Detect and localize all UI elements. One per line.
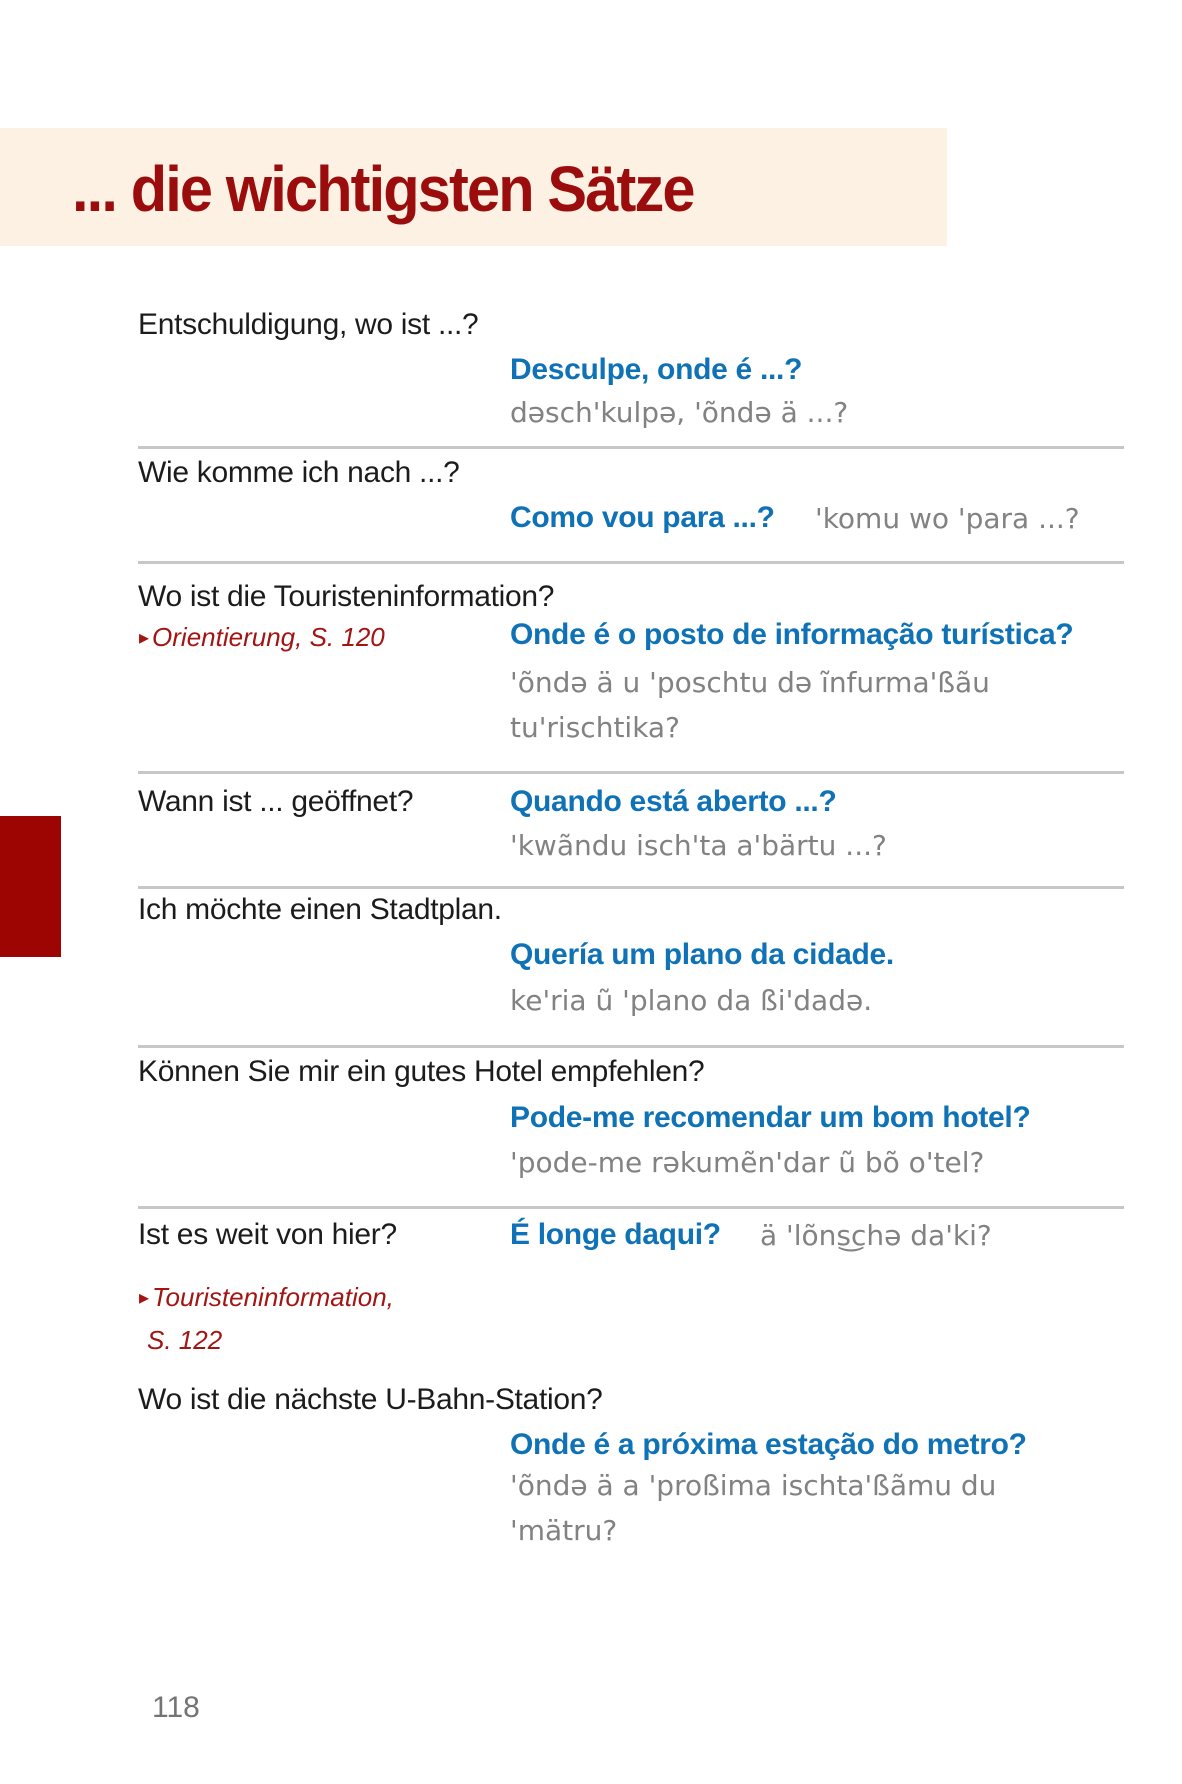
german-phrase: Wo ist die nächste U-Bahn-Station? — [138, 1383, 603, 1416]
portuguese-phrase: Onde é o posto de informação turística? — [510, 618, 1074, 651]
phonetic-line: 'õndə ä u 'poschtu də ĩnfurma'ßãu — [510, 666, 990, 699]
phonetic-line: ke'ria ũ 'plano da ßi'dadə. — [510, 984, 873, 1017]
phonetic-line: tu'rischtika? — [510, 711, 680, 744]
entry-divider — [138, 1206, 1124, 1209]
german-phrase: Wann ist ... geöffnet? — [138, 785, 414, 818]
entry-divider — [138, 771, 1124, 774]
german-phrase: Wo ist die Touristeninformation? — [138, 580, 555, 613]
crossref-arrow-icon: ▸ — [139, 625, 150, 649]
phonetic-line: ä 'lõns͜chə da'ki? — [760, 1219, 992, 1252]
phonetic-line: dəsch'kulpə, 'õndə ä ...? — [510, 396, 849, 429]
entry-divider — [138, 886, 1124, 889]
crossref-orientierung — [139, 622, 385, 653]
page-number: 118 — [152, 1691, 200, 1724]
phonetic-line: 'õndə ä a 'proßima ischta'ßãmu du — [510, 1469, 997, 1502]
german-phrase: Ist es weit von hier? — [138, 1218, 397, 1251]
phonetic-line: 'pode-me rəkumẽn'dar ũ bõ o'tel? — [510, 1146, 985, 1179]
phonetic-line: 'mätru? — [510, 1514, 618, 1547]
entry-divider — [138, 1045, 1124, 1048]
crossref-page-line: S. 122 — [147, 1325, 223, 1355]
chapter-tab-marker — [0, 816, 61, 957]
crossref-touristeninformation — [139, 1282, 394, 1313]
portuguese-phrase: Pode-me recomendar um bom hotel? — [510, 1101, 1031, 1134]
portuguese-phrase: Desculpe, onde é ...? — [510, 353, 803, 386]
phonetic-line: 'kwãndu isch'ta a'bärtu ...? — [510, 829, 887, 862]
portuguese-phrase: Quando está aberto ...? — [510, 785, 837, 818]
crossref-text: Orientierung, S. 120 — [152, 622, 385, 652]
portuguese-phrase: Quería um plano da cidade. — [510, 938, 894, 971]
german-phrase: Entschuldigung, wo ist ...? — [138, 308, 479, 341]
entry-divider — [138, 561, 1124, 564]
entry-divider — [138, 446, 1124, 449]
german-phrase: Ich möchte einen Stadtplan. — [138, 893, 502, 926]
portuguese-phrase: É longe daqui? — [510, 1218, 721, 1251]
page-title: ... die wichtigsten Sätze — [72, 153, 694, 225]
crossref-arrow-icon: ▸ — [139, 1285, 150, 1309]
portuguese-phrase: Como vou para ...? — [510, 501, 775, 534]
crossref-text: Touristeninformation, — [152, 1282, 394, 1312]
phonetic-line: 'komu wo 'para ...? — [815, 502, 1080, 535]
german-phrase: Wie komme ich nach ...? — [138, 456, 460, 489]
german-phrase: Können Sie mir ein gutes Hotel empfehlen? — [138, 1055, 705, 1088]
portuguese-phrase: Onde é a próxima estação do metro? — [510, 1428, 1027, 1461]
